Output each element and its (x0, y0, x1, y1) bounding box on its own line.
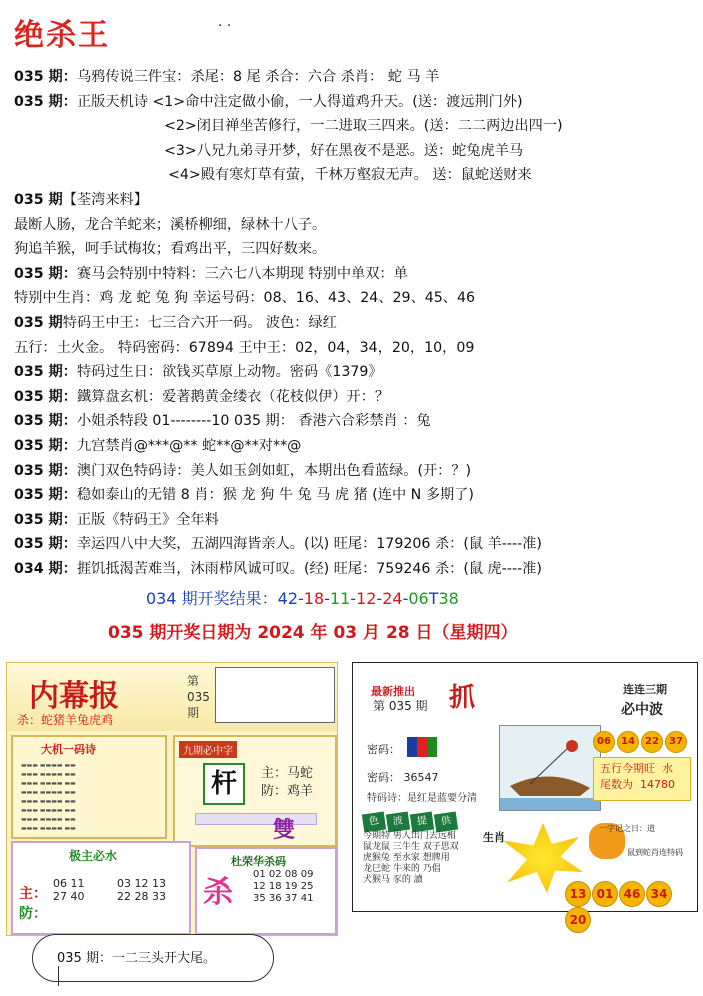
period-label: 035 期： (14, 388, 77, 405)
text-line (14, 385, 694, 410)
line-text: 捱饥抵渴苦难当，沐雨栉风诚可叹。(经) 旺尾：759246 杀：(鼠 虎----准) (76, 560, 542, 577)
line-text: 九宫禁肖@***@** 蛇**@**对**@ (76, 437, 302, 454)
right-zhua: 抓 (449, 683, 476, 713)
panel-nine-bar (195, 813, 317, 825)
text-line (14, 409, 694, 434)
line-text: 特码王中王：七三合六开一码。 波色：绿红 (62, 314, 337, 331)
line-text: 特别中生肖：鸡 龙 蛇 兔 狗 幸运号码：08、16、43、24、29、45、46 (14, 290, 476, 307)
panel-kill-title: 杜荣华杀码 (231, 855, 286, 868)
cloud-tail (58, 966, 73, 986)
line-text: 乌鸦传说三件宝：杀尾：8 尾 杀合：六合 杀肖： 蛇 马 羊 (76, 69, 440, 85)
period-label: 035 期： (14, 487, 77, 504)
result-number: T (428, 589, 439, 608)
text-line (14, 360, 694, 385)
bottom-balls (565, 881, 697, 933)
text-line (14, 311, 694, 336)
period-label: 034 期： (14, 560, 77, 577)
line-text: 五行：土火金。 特码密码：67894 王中王：02，04，34，20，10，09 (14, 339, 475, 356)
text-line (14, 286, 694, 311)
right-mima-label: 密码： (367, 743, 400, 756)
number-ball: 46 (619, 881, 645, 907)
line-text: 【荃湾来料】 (62, 191, 148, 208)
result-sep: - (324, 589, 330, 608)
line-text: 正版《特码王》全年料 (76, 511, 219, 528)
panel-water (11, 841, 191, 935)
text-line (14, 90, 694, 115)
text-line (14, 163, 694, 188)
left-header (7, 663, 337, 731)
color-flag-icon (407, 737, 437, 757)
panel-poem (11, 735, 167, 839)
left-title: 内幕报 (29, 679, 119, 714)
period-label: 035 期 (14, 191, 63, 208)
right-bizhong: 必中波 (621, 702, 663, 718)
text-line (14, 114, 694, 139)
panel-poem-rows: ▬▬▬ ▬▬▬▬ ▬▬ ▬▬▬ ▬▬▬▬ ▬▬ ▬▬▬ ▬▬▬▬ ▬▬ ▬▬▬ ▬▬▬▬ ▬▬ ▬▬▬ ▬▬▬▬ ▬▬ ▬▬▬ ▬▬▬▬ ▬▬ ▬▬▬ ▬▬▬▬ ▬▬ ▬▬▬ ▬▬▬▬ ▬▬ (21, 762, 76, 832)
text-line (14, 434, 694, 459)
text-line (14, 188, 694, 213)
text-line (14, 483, 694, 508)
line-text: 赛马会特别中特料：三六七八本期现 特别中单双：单 (76, 265, 408, 282)
result-number: 06 (408, 589, 429, 608)
text-line (14, 213, 694, 238)
line-text: 特码过生日：欲钱买草原上动物。密码《1379》 (76, 364, 383, 381)
line-text: <2>闭目禅坐苦修行，一二进取三四来。(送：二二两边出四一) (164, 118, 563, 135)
color-label-tile: 提 (410, 812, 434, 833)
left-blank-box (215, 667, 335, 723)
left-period: 第 035 期 (187, 674, 210, 720)
cloud-text: 035 期：一二三头开大尾。 (57, 951, 216, 966)
period-label: 035 期： (14, 413, 77, 430)
panel-water-nums-b: 03 12 13 22 28 33 (117, 877, 166, 903)
title-dots: · · (218, 18, 232, 34)
draw-date: 035 期开奖日期为 2024 年 03 月 28 日（星期四） (108, 623, 518, 643)
fishing-picture (499, 725, 601, 811)
line-text: 鐵算盘玄机：爱著鹅黄金缕衣（花枝似伊）开：？ (76, 388, 390, 405)
yizi-label: 一字记之日：道 (599, 824, 655, 833)
panel-nine-title: 九期必中字 (179, 741, 237, 758)
line-text: 澳门双色特码诗：美人如玉剑如虹，本期出色看蓝绿。(开：？) (76, 462, 472, 479)
panel-kill (195, 847, 337, 935)
color-label-tile: 供 (434, 812, 458, 833)
result-label: 034 期开奖结果： (146, 589, 278, 608)
line-text: 正版天机诗 <1>命中注定做小偷，一人得道鸡升天。(送：渡远荆门外) (76, 93, 523, 110)
right-mima-poem: 特码诗：是红是蓝要分清 (367, 793, 477, 804)
period-label: 035 期： (14, 437, 77, 454)
right-lian: 连连三期 (623, 683, 667, 696)
line-text: <3>八兄九弟寻开梦，好在黑夜不是恶。送：蛇兔虎羊马 (164, 142, 524, 159)
period-label: 035 期： (14, 364, 77, 381)
panel-nine-char: 杆 (203, 763, 245, 805)
panel-nine (173, 735, 337, 847)
panel-water-nums-a: 06 11 27 40 (53, 877, 85, 903)
period-label: 035 期： (14, 93, 77, 110)
result-number: 18 (303, 589, 325, 608)
result-sep: - (350, 589, 357, 608)
line-text: 稳如泰山的无错 8 肖：猴 龙 狗 牛 兔 马 虎 猪 (连中 N 多期了) (76, 487, 474, 504)
result-sep: - (298, 589, 304, 608)
right-newspaper-image (352, 662, 698, 927)
line-text: 最断人肠，龙合羊蛇来；溪桥柳细，绿林十八子。 (14, 216, 327, 233)
panel-kill-big: 杀 (203, 875, 233, 910)
left-newspaper-image (6, 662, 338, 936)
text-line (14, 459, 694, 484)
panel-kill-nums: 01 02 08 09 12 18 19 25 35 36 37 41 (253, 869, 314, 904)
panel-water-title: 极主必水 (69, 849, 118, 863)
wuxing-box: 五行今期旺 水 尾数为 14780 (593, 757, 691, 801)
text-line (14, 532, 694, 557)
result-number: 11 (329, 589, 351, 608)
period-label: 035 期： (14, 462, 77, 479)
line-text: 小姐杀特段 01--------10 035 期： 香港六合彩禁肖 ：兔 (76, 413, 431, 430)
shengxiao-label: 生肖 (483, 831, 505, 844)
text-lines (14, 65, 694, 581)
period-label: 035 期： (14, 536, 77, 553)
right-period: 第 035 期 (373, 699, 428, 713)
number-ball: 20 (565, 907, 591, 933)
line-text: <4>殿有寒灯草有萤，千林万壑寂无声。 送：鼠蛇送财来 (168, 167, 532, 184)
text-line (14, 508, 694, 533)
color-labels (363, 813, 459, 831)
result-sep: - (376, 589, 383, 608)
result-number: 38 (438, 589, 459, 608)
text-line (14, 557, 694, 582)
text-line (14, 336, 694, 361)
text-line (14, 237, 694, 262)
panel-poem-title: 大机一码诗 (41, 743, 96, 756)
nine-text: 今期特 男人出门去远相 鼠龙鼠 三牛生 双子思双 虎猴兔 至水家 想牌用 龙巳蛇 牛来的 乃倡 犬猴马 豕的 讀 (363, 831, 459, 885)
panel-nine-big: 雙 (273, 818, 296, 843)
number-ball: 37 (665, 731, 687, 753)
color-label-tile: 色 (362, 812, 386, 833)
number-ball: 06 (593, 731, 615, 753)
color-label-tile: 波 (386, 812, 410, 833)
period-label: 035 期 (14, 314, 63, 331)
page-title: 绝杀王 (14, 18, 110, 53)
number-ball: 14 (617, 731, 639, 753)
period-label: 035 期： (14, 69, 77, 85)
top-balls (593, 729, 689, 753)
text-line (14, 139, 694, 164)
caption-right: 鼠到蛇肖连特码 (627, 848, 683, 857)
left-subtitle: 杀：蛇猪羊兔虎鸡 (17, 713, 114, 727)
number-ball: 13 (565, 881, 591, 907)
period-label: 035 期： (14, 265, 77, 282)
number-ball: 34 (646, 881, 672, 907)
result-line (146, 586, 459, 609)
line-text: 狗追羊猴，呵手试梅妆；看鸡出平，三四好数来。 (14, 241, 327, 258)
result-number: 42 (277, 589, 298, 608)
number-ball: 22 (641, 731, 663, 753)
panel-nine-zodiac: 主：马蛇 防：鸡羊 (261, 766, 314, 799)
right-tag: 最新推出 (371, 685, 415, 698)
panel-water-zhu: 主： 防： (19, 886, 47, 922)
text-line (14, 65, 694, 90)
right-mima-code: 密码： 36547 (367, 771, 439, 784)
result-number: 12 (356, 589, 377, 608)
text-line (14, 262, 694, 287)
number-ball: 01 (592, 881, 618, 907)
period-label: 035 期： (14, 511, 77, 528)
line-text: 幸运四八中大奖，五湖四海皆亲人。(以) 旺尾：179206 杀：(鼠 羊----准) (76, 536, 542, 553)
result-number: 24 (382, 589, 403, 608)
result-sep: - (402, 589, 409, 608)
